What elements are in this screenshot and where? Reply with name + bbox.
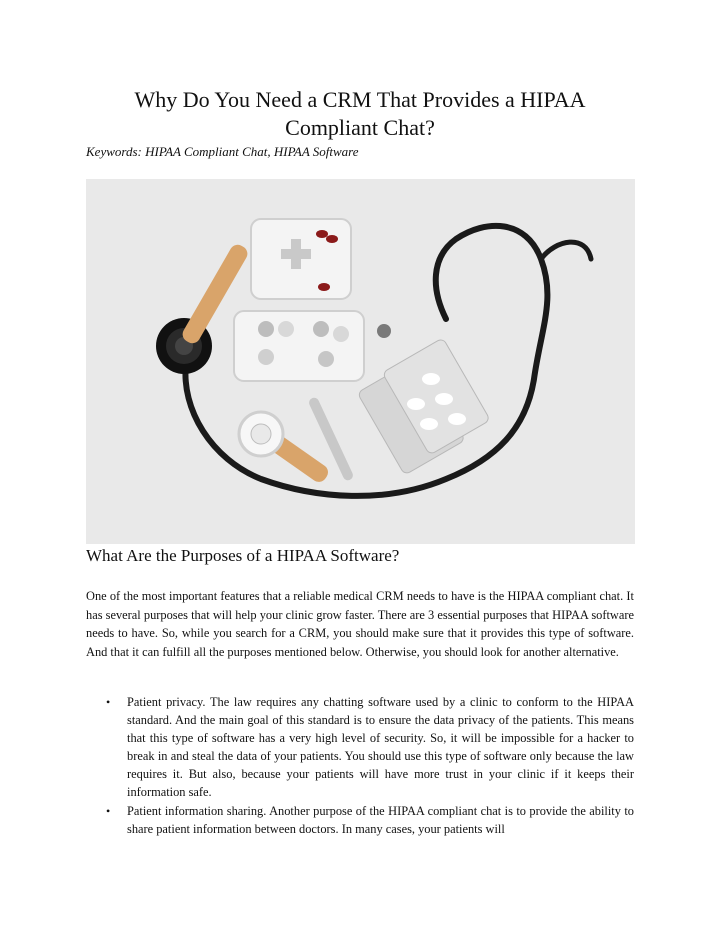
stethoscope-pillbox-illustration: [86, 179, 635, 544]
list-item-text: Patient information sharing. Another purpose of the HIPAA compliant chat is to provide the ability to share patient information between doctors. In many cases, your patients will: [127, 803, 634, 836]
purposes-list: [86, 693, 634, 838]
list-item: [86, 802, 634, 838]
intro-paragraph: One of the most important features that a reliable medical CRM needs to have is the HIPAA compliant chat. It has several purposes that will help your clinic grow faster. There are 3 essential purposes that HIPAA software needs to have. So, while you search for a CRM, you should make sure that it provides this type of software. And that it can fulfill all the purposes mentioned below. Otherwise, you should look for another alternative.: [86, 589, 634, 659]
list-item-text: Patient privacy. The law requires any chatting software used by a clinic to conform to the HIPAA standard. And the main goal of this standard is to ensure the data privacy of the patients. This means that this type of software has a very high level of security. So, it will be impossible for a hacker to break in and steal the data of your patients. You should use this type of software only because the law requires it. But also, because your patients will have more trust in your clinic if it keeps their information safe.: [127, 695, 634, 800]
document-title: Why Do You Need a CRM That Provides a HIPAA Compliant Chat?: [134, 87, 586, 140]
bullet-icon: •: [106, 803, 111, 818]
section-heading: What Are the Purposes of a HIPAA Software?: [86, 546, 400, 565]
keywords-line: Keywords: HIPAA Compliant Chat, HIPAA Software: [86, 144, 359, 159]
bullet-icon: •: [106, 695, 111, 709]
medical-supplies-photo: [86, 179, 635, 544]
list-item: [86, 693, 634, 802]
